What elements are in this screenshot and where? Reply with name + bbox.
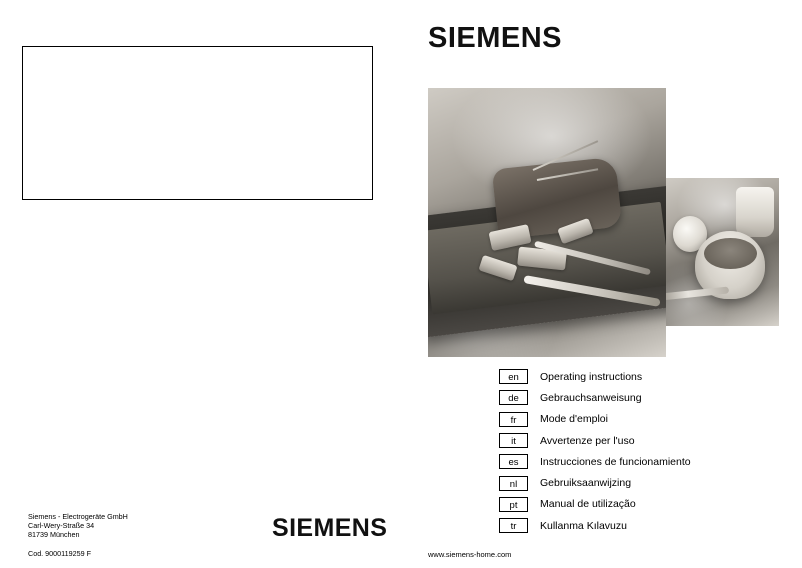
language-code-badge: es (499, 454, 528, 469)
company-address-block (28, 512, 268, 540)
language-label: Gebruiksaanwijzing (540, 477, 632, 490)
language-row-en (499, 366, 779, 387)
language-label: Manual de utilização (540, 498, 636, 511)
language-code-badge: tr (499, 518, 528, 533)
language-label: Kullanma Kılavuzu (540, 519, 627, 532)
language-label: Avvertenze per l'uso (540, 434, 635, 447)
language-code-badge: de (499, 390, 528, 405)
main-food-photo (428, 88, 666, 357)
language-row-tr (499, 515, 779, 536)
language-row-es (499, 451, 779, 472)
company-name: Siemens - Electrogeräte GmbH (28, 512, 128, 521)
language-code-badge: it (499, 433, 528, 448)
language-code-badge: fr (499, 412, 528, 427)
language-label: Instrucciones de funcionamiento (540, 455, 691, 468)
language-row-fr (499, 409, 779, 430)
photo-soup-contents (704, 238, 757, 269)
document-code: Cod. 9000119259 F (28, 549, 92, 558)
language-row-nl (499, 472, 779, 493)
language-label: Gebrauchsanweisung (540, 391, 642, 404)
language-label: Operating instructions (540, 370, 643, 383)
photo-cup (736, 187, 774, 237)
website-url: www.siemens-home.com (428, 550, 512, 559)
language-code-badge: en (499, 369, 528, 384)
language-list (499, 366, 779, 536)
language-code-badge: nl (499, 476, 528, 491)
language-code-badge: pt (499, 497, 528, 512)
language-row-it (499, 430, 779, 451)
company-city: 81739 München (28, 530, 80, 540)
siemens-logo-top: SIEMENS (428, 22, 563, 54)
side-food-photo (666, 178, 779, 326)
language-label: Mode d'emploi (540, 413, 608, 426)
language-row-pt (499, 494, 779, 515)
language-row-de (499, 387, 779, 408)
company-street: Carl-Wery-Straße 34 (28, 521, 95, 531)
back-cover-empty-frame (22, 46, 373, 200)
siemens-logo-bottom: SIEMENS (272, 514, 388, 542)
